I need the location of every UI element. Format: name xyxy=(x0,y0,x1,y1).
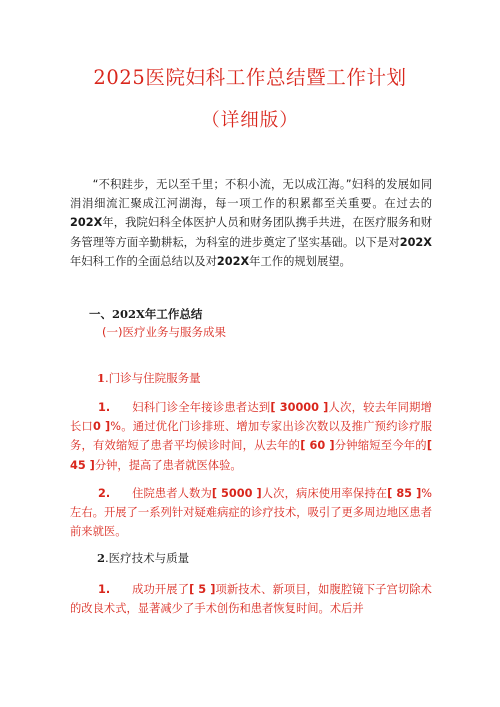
item-number: 1. xyxy=(98,401,111,414)
item-value: [ 60 ] xyxy=(300,439,335,453)
list-item-inpatient xyxy=(70,484,432,542)
item-text: 人次，病床使用率保持在 xyxy=(261,487,388,500)
intro-text-3: 年妇科工作的全面总结以及对 xyxy=(70,254,217,268)
item-text: 项新技术、新项目，如腹腔镜下子宫切除术的改良术式，显著减少了手术创伤和患者恢复时间。术后并 xyxy=(70,583,432,616)
list-item-outpatient xyxy=(70,398,432,475)
heading-outpatient-inpatient xyxy=(97,370,201,386)
item-value: [ 5 ] xyxy=(189,583,216,596)
item-number: 2. xyxy=(98,487,111,500)
subsection-heading-medical: (一)医疗业务与服务成果 xyxy=(102,325,226,339)
item-text: 分钟，提高了患者就医体验。 xyxy=(94,458,242,472)
intro-text-2: 年，我院妇科全体医护人员和财务团队携手共进，在医疗服务和财务管理等方面辛勤耕耘，为科室的进步奠定了坚实基础。以下是对 xyxy=(70,216,432,249)
intro-year-2: 202X xyxy=(399,235,432,249)
document-title: 2025医院妇科工作总结暨工作计划 xyxy=(93,66,407,89)
list-item-new-techniques xyxy=(70,580,432,618)
item-value: [ 45 ] xyxy=(70,439,432,472)
intro-quote: “不积跬步，无以至千里；不积小流，无以成江海。” xyxy=(92,178,352,191)
item-text: 住院患者人数为 xyxy=(132,487,212,500)
item-text: 人次，较去年同期增长口 xyxy=(70,401,432,434)
intro-text-4: 年工作的规划展望。 xyxy=(249,254,351,268)
item-text: 妇科门诊全年接诊患者达到 xyxy=(132,401,271,414)
heading-number: 1 xyxy=(97,371,106,385)
item-value: [ 85 ] xyxy=(387,487,422,500)
item-value: [ 30000 ] xyxy=(270,401,329,414)
item-text: %。通过优化门诊排班、增加专家出诊次数以及推广预约诊疗服务，有效缩短了患者平均候诊时间，从去年的 xyxy=(70,420,432,453)
item-text: 成功开展了 xyxy=(132,583,190,596)
section-heading-summary: 一、202X年工作总结 xyxy=(89,307,203,321)
heading-text: .医疗技术与质量 xyxy=(105,551,190,565)
intro-text-1: 妇科的发展如同涓涓细流汇聚成江河湖海，每一项工作的积累都至关重要。在过去的 xyxy=(70,178,432,211)
heading-technology-quality xyxy=(97,550,189,566)
item-text: 分钟缩短至今年的 xyxy=(334,439,427,453)
intro-paragraph xyxy=(70,175,432,271)
item-value: [ 5000 ] xyxy=(211,487,262,500)
item-number: 1. xyxy=(98,583,111,596)
intro-year-1: 202X xyxy=(70,216,103,230)
item-value: 0 ] xyxy=(93,420,111,434)
document-subtitle: （详细版） xyxy=(201,110,299,131)
intro-year-3: 202X xyxy=(216,254,250,268)
heading-text: .门诊与住院服务量 xyxy=(105,371,201,385)
item-text: %左右。开展了一系列针对疑难病症的诊疗技术，吸引了更多周边地区患者前来就医。 xyxy=(70,487,432,539)
heading-number: 2 xyxy=(97,551,106,565)
